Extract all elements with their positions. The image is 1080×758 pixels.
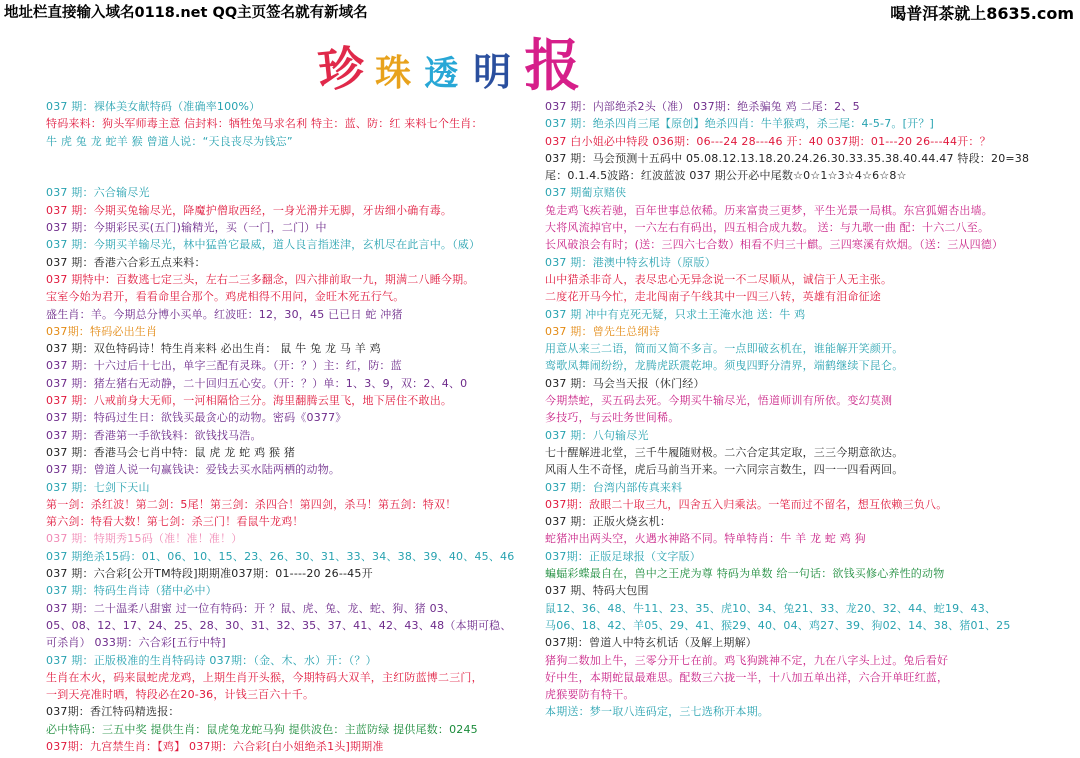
left-column-line (46, 150, 532, 167)
right-column-line: 二度花开马今忙，走北闯南子午线其中一四三八转，英雄有泪命征途 (545, 290, 881, 304)
left-column-line: 037 期：特期秀15码（准！准！准！） (46, 532, 243, 546)
title-char-5: 报 (524, 33, 581, 99)
right-column-line: 风雨人生不奇怪，虎后马前当开来。一六同宗言数生，四一一四看两回。 (545, 463, 904, 477)
left-column-line: 生肖在木火，码来鼠蛇虎龙鸡，上期生肖开头猴，今期特码大双羊，主红防蓝博二三门， (46, 670, 483, 684)
right-column-line: 鸾歌凤舞闹纷纷，龙腾虎跃震乾坤。须曳四野分清界，端鹤继续下昆仑。 (545, 359, 904, 373)
right-column-line: 037 期：港澳中特玄机诗（原版） (545, 255, 716, 269)
left-column-line: 盛生肖：羊。今期总分博小买单。红波旺：12，30，45 已已日 蛇 冲猪 (46, 307, 403, 321)
right-column-line: 用意从来三二语，简而又简不多言。一点即破玄机在，谁能解开笑颜开。 (545, 342, 904, 356)
left-column-line: 037期：特码必出生肖 (46, 324, 158, 338)
title-char-1: 珍 (315, 39, 368, 99)
right-column-line: 037 期：八句输尽光 (545, 428, 649, 442)
right-column-line: 虎猴要防有特干。 (545, 688, 635, 702)
domain-notice-right[interactable]: 喝普洱茶就上8635.com (890, 4, 1074, 23)
right-column-line: 本期送：梦一取八连码定，三七选称开本期。 (545, 705, 769, 719)
left-column-line: 037 期：十六过后十七出，单字三配有灵珠。（开：？）主：红，防：蓝 (46, 359, 402, 373)
domain-notice-left[interactable]: 地址栏直接输入域名0118.net QQ主页签名就有新域名 (4, 5, 368, 21)
left-column-line: 037 期：曾道人说一句赢钱诀：爱钱去买水陆两栖的动物。 (46, 463, 341, 477)
left-column-line: 037 期：今期彩民买(五门)输精光，买（一门，二门）中 (46, 221, 327, 235)
right-column-line: 好中生，本期蛇鼠最难思。配数三六拢一半，十八加五单出祥，六合开单旺红蓝， (545, 670, 949, 684)
title-char-4: 明 (473, 49, 512, 94)
right-column-line: 长风破浪会有时；(送：三四六七合数）相看不归三十麒。三四寒溪有炊烟。（送：三从四德） (545, 238, 1004, 252)
left-column-line: 037 期绝杀15码：01、06、10、15、23、26、30、31、33、34、38、39、40、45、46 (46, 549, 515, 563)
left-column-line: 037 期：特码生肖诗（猪中必中） (46, 584, 217, 598)
right-column-line: 猪狗二数加上牛，三零分开七在前。鸡飞狗跳神不定，九在八字头上过。兔后看好 (545, 653, 949, 667)
left-column-line: 037 期：双色特码诗！特生肖来料 必出生肖： 鼠 牛 兔 龙 马 羊 鸡 (46, 342, 381, 356)
right-column-line: 七十醒解进北堂，三千牛履随财极。二六合定其定取，三三今期意欲达。 (545, 445, 904, 459)
right-column-line: 037 期：马会预测十五码中 05.08.12.13.18.20.24.26.30.33.35.38.40.44.47 特段：20=38 (545, 151, 1030, 165)
page-title (315, 22, 581, 99)
right-column-line: 037 期：台湾内部传真来料 (545, 480, 683, 494)
right-column-line: 037 期：绝杀四肖三尾【原创】绝杀四肖：牛羊猴鸡，杀三尾：4-5-7。[开？] (545, 117, 935, 131)
right-column-line: 037期：曾道人中特玄机话（及解上期解） (545, 636, 757, 650)
right-column-line: 037 期：马会当天报（休门经） (545, 376, 705, 390)
left-column-line: 037 期：今期买兔输尽光，降魔护僧取西经，一身光滑并无脚，牙齿细小确有毒。 (46, 203, 453, 217)
left-column-line: 037 期：正版极准的生肖特码诗 037期：（金、木、水）开：（？） (46, 653, 377, 667)
left-column-line: 037 期：香港第一手欲钱料：欲钱找马浩。 (46, 428, 262, 442)
left-column-line: 牛 虎 兔 龙 蛇羊 猴 曾道人说：“天良丧尽为钱忘” (46, 134, 293, 148)
left-column-line: 一到天亮准时晒，特段必在20-36，计钱三百六十千。 (46, 688, 315, 702)
left-column-line (46, 167, 532, 184)
left-column-line: 可杀肖） 033期：六合彩[五行中特] (46, 636, 226, 650)
left-column-line: 037 期：二十温柔八甜蜜 过一位有特码：开 ？鼠、虎、兔、龙、蛇、狗、猪 03、 (46, 601, 456, 615)
right-column-line: 鼠12、36、48、牛11、23、35、虎10、34、兔21、33、龙20、32、44、蛇19、43、 (545, 601, 997, 615)
right-column-line: 大将风流掉官中，一六左右有码出，四五相合成九数。 送：与九歌一曲 配：十六二八至。 (545, 221, 990, 235)
left-column-line: 第一剑：杀红波！第二剑：5尾！第三剑：杀四合！第四剑，杀马！第五剑：特双！ (46, 497, 457, 511)
right-column-line: 037 期、特码大包围 (545, 584, 649, 598)
left-column-line: 037 期：今期买羊输尽光，林中猛兽它最威，道人良言指迷津，玄机尽在此言中。（威） (46, 238, 481, 252)
right-column-line: 037 白小姐必中特段 036期：06---24 28---46 开：40 037期：01---20 26---44开：？ (545, 134, 991, 148)
right-column (545, 98, 1065, 721)
right-column-line: 037 期：内部绝杀2头（准） 037期：绝杀骗兔 鸡 二尾：2、5 (545, 100, 860, 113)
right-column-line: 037 期葡京赌侠 (545, 186, 627, 200)
left-column-line: 037 期：八戒前身大无师，一河相隔恰三分。海里翻腾云里飞，地下居住不敢出。 (46, 394, 453, 408)
right-column-line: 037 期 冲中有克死无疑，只求土王淹水池 送：牛 鸡 (545, 307, 806, 321)
right-column-line: 多技巧，与云吐务世间稀。 (545, 411, 680, 425)
left-column-line: 037 期：六合彩[公开TM特段]期期准037期：01----20 26--45开 (46, 567, 373, 581)
right-column-line: 山中猎杀非奇人，表尽忠心无异念说一不二尽顺从，诚信于人无主张。 (545, 272, 893, 286)
left-column-line: 037期：香江特码精选报： (46, 705, 180, 719)
title-char-3: 透 (424, 54, 459, 94)
left-column-line: 宝室今始为君开，看看命里合那个。鸡虎相得不用问，金旺木死五行气。 (46, 290, 405, 304)
left-column-line: 必中特码：三五中奖 提供生肖：鼠虎兔龙蛇马狗 提供波色：主蓝防绿 提供尾数：0245 (46, 722, 478, 736)
right-column-line: 蝙蝠彩蝶最自在，兽中之王虎为尊 特码为单数 给一句话：欲钱买修心养性的动物 (545, 567, 945, 581)
right-column-line: 兔走鸡飞疾若驰，百年世事总依稀。历来富贵三更梦，平生光景一局棋。东宫狐媚杏出墙。 (545, 203, 993, 217)
left-column-line: 037 期：猪左猪右无动静，二十回归五心安。（开：？）单：1、3、9，双：2、4、0 (46, 376, 468, 390)
left-column-line: 037 期：七剑下天山 (46, 480, 150, 494)
right-column-line: 037期：正版足球报（文字版） (545, 549, 701, 563)
left-column-line: 037 期：特码过生日：欲钱买最贪心的动物。密码《0377》 (46, 411, 347, 425)
left-column-line: 037 期：香港六合彩五点来料： (46, 255, 206, 269)
left-column-line: 037 期：香港马会七肖中特：鼠 虎 龙 蛇 鸡 猴 猪 (46, 445, 296, 459)
left-column-line: 037 期：裸体美女献特码（准确率100%） (46, 100, 261, 113)
title-char-2: 珠 (375, 52, 412, 94)
left-column-line: 第六剑：特看大数！第七剑：杀三门！看鼠牛龙鸡！ (46, 515, 304, 529)
right-column-line: 马06、18、42、羊05、29、41、猴29、40、04、鸡27、39、狗02、14、38、猪01、25 (545, 618, 1011, 632)
right-column-line: 蛇猪冲出两头空，火遇水神路不同。特单特肖：牛 羊 龙 蛇 鸡 狗 (545, 532, 866, 546)
left-column-line: 特码来料：狗头军师毒主意 信封料：牺牲兔马求名利 特主：蓝、防：红 来料七个生肖： (46, 117, 483, 131)
left-column-line: 05、08、12、17、24、25、28、30、31、32、35、37、41、42、43、48（本期可稳、 (46, 618, 512, 632)
left-column (46, 98, 532, 755)
left-column-line: 037 期：六合输尽光 (46, 186, 150, 200)
right-column-line: 037 期：正版火烧玄机： (545, 515, 672, 529)
left-column-line: 037 期特中：百数逃七定三头，左右二三多翻念，四六排前取一九，期满二八睡今期。 (46, 272, 475, 286)
left-column-line: 037期：九宫禁生肖：【鸡】 037期：六合彩[白小姐绝杀1头]期期准 (46, 739, 384, 753)
right-column-line: 037期：敌眼二十取三九，四舍五入归乘法。一笔而过不留名，想互依赖三负八。 (545, 497, 948, 511)
top-banner (0, 0, 1080, 22)
right-column-line: 今期禁蛇，买五码去死。今期买牛输尽光，悟道师训有所依。变幻莫测 (545, 394, 893, 408)
right-column-line: 037 期：曾先生总纲诗 (545, 324, 660, 338)
right-column-line: 尾：0.1.4.5波路：红波蓝波 037 期公开必中尾数☆0☆1☆3☆4☆6☆8☆ (545, 169, 907, 183)
